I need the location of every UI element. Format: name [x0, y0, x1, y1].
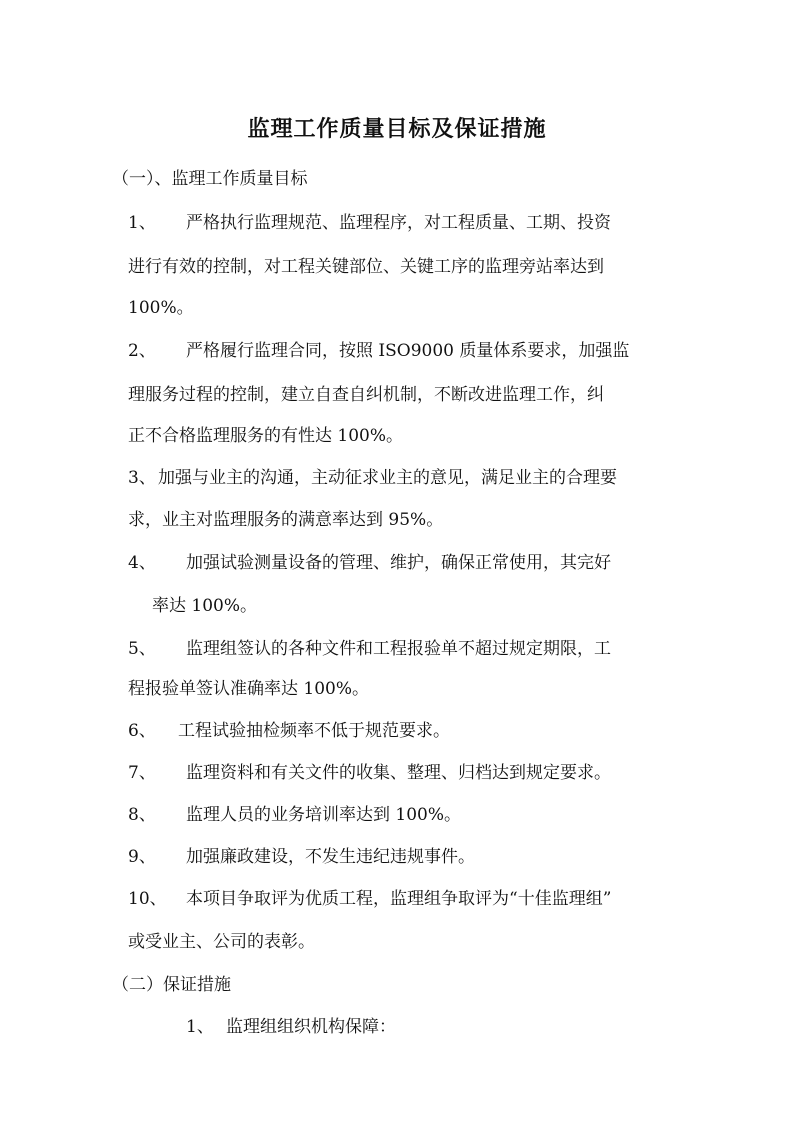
- list-item-4-line-1: [128, 550, 611, 576]
- list-item-2-line-1: [128, 338, 629, 364]
- list-item-text: 加强廉政建设，不发生违纪违规事件。: [186, 847, 475, 867]
- list-item-number: 7、: [128, 763, 156, 783]
- list-item-number: 6、: [128, 721, 156, 741]
- list-item-number: 1、: [128, 213, 156, 233]
- list-item-3-line-1: [128, 465, 617, 491]
- list-item-1-line-2: 进行有效的控制，对工程关键部位、关键工序的监理旁站率达到: [128, 257, 604, 277]
- list-item-9: [128, 844, 475, 870]
- section-2-heading: （二）保证措施: [112, 975, 231, 995]
- list-item-10-line-2: 或受业主、公司的表彰。: [128, 932, 315, 952]
- list-item-text: 严格履行监理合同，按照 ISO9000 质量体系要求，加强监: [186, 341, 630, 361]
- list-item-text: 严格执行监理规范、监理程序，对工程质量、工期、投资: [186, 213, 611, 233]
- list-item-4-line-2: 率达 100%。: [152, 596, 258, 616]
- section-1-heading: （一）、监理工作质量目标: [112, 169, 308, 189]
- list-item-3-line-2: 求，业主对监理服务的满意率达到 95%。: [128, 510, 444, 530]
- list-item-text: 本项目争取评为优质工程，监理组争取评为“十佳监理组”: [186, 889, 612, 909]
- list-item-5-line-2: 程报验单签认准确率达 100%。: [128, 679, 370, 699]
- section-2-item-1: [186, 1014, 396, 1040]
- list-item-text: 监理资料和有关文件的收集、整理、归档达到规定要求。: [186, 763, 611, 783]
- list-item-number: 3、: [128, 468, 156, 488]
- list-item-text: 监理人员的业务培训率达到 100%。: [186, 805, 462, 825]
- list-item-2-line-3: 正不合格监理服务的有性达 100%。: [128, 426, 404, 446]
- list-item-number: 9、: [128, 847, 156, 867]
- list-item-text: 监理组签认的各种文件和工程报验单不超过规定期限，工: [186, 639, 611, 659]
- list-item-number: 8、: [128, 805, 156, 825]
- list-item-6: [128, 718, 450, 744]
- list-item-text: 工程试验抽检频率不低于规范要求。: [178, 721, 450, 741]
- list-item-2-line-2: 理服务过程的控制，建立自查自纠机制，不断改进监理工作，纠: [128, 385, 604, 405]
- list-item-5-line-1: [128, 636, 611, 662]
- list-item-number: 1、: [186, 1017, 214, 1037]
- list-item-number: 2、: [128, 341, 156, 361]
- list-item-8: [128, 802, 461, 828]
- list-item-10-line-1: [128, 886, 611, 912]
- list-item-1-line-3: 100%。: [128, 298, 194, 318]
- document-title: 监理工作质量目标及保证措施: [247, 116, 547, 142]
- list-item-1-line-1: [128, 210, 694, 236]
- list-item-text: 加强与业主的沟通，主动征求业主的意见，满足业主的合理要: [158, 468, 617, 488]
- list-item-text: 加强试验测量设备的管理、维护，确保正常使用，其完好: [186, 553, 611, 573]
- list-item-number: 5、: [128, 639, 156, 659]
- list-item-number: 4、: [128, 553, 156, 573]
- list-item-text: 监理组组织机构保障：: [226, 1017, 396, 1037]
- list-item-number: 10、: [128, 889, 167, 909]
- list-item-7: [128, 760, 611, 786]
